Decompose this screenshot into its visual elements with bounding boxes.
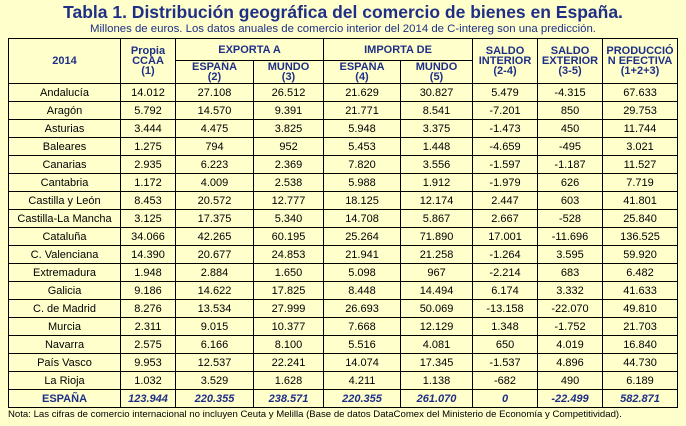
value-cell: -1.979	[473, 174, 538, 192]
value-cell: 123.944	[121, 390, 176, 408]
header-saldo-ext-l3: (3-5)	[558, 65, 582, 77]
value-cell: -682	[473, 372, 538, 390]
value-cell: 4.019	[538, 336, 603, 354]
value-cell: 9.015	[176, 318, 254, 336]
value-cell: 21.941	[324, 246, 401, 264]
header-exp-espana	[176, 61, 254, 84]
value-cell: 14.012	[121, 84, 176, 102]
value-cell: -1.264	[473, 246, 538, 264]
value-cell: 14.494	[401, 282, 473, 300]
value-cell: 4.475	[176, 120, 254, 138]
value-cell: 3.444	[121, 120, 176, 138]
value-cell: 1.448	[401, 138, 473, 156]
value-cell: -4.659	[473, 138, 538, 156]
value-cell: 238.571	[254, 390, 324, 408]
region-cell: Canarias	[9, 156, 121, 174]
value-cell: -1.473	[473, 120, 538, 138]
value-cell: 21.703	[603, 318, 678, 336]
value-cell: 683	[538, 264, 603, 282]
table-row	[9, 120, 678, 138]
table-row	[9, 246, 678, 264]
value-cell: 603	[538, 192, 603, 210]
region-cell: Andalucía	[9, 84, 121, 102]
region-cell: Castilla-La Mancha	[9, 210, 121, 228]
value-cell: 26.693	[324, 300, 401, 318]
header-imp-mundo-label: MUNDO	[415, 61, 458, 73]
value-cell: 1.348	[473, 318, 538, 336]
value-cell: 9.186	[121, 282, 176, 300]
table-row	[9, 102, 678, 120]
value-cell: 1.650	[254, 264, 324, 282]
value-cell: 626	[538, 174, 603, 192]
value-cell: 1.275	[121, 138, 176, 156]
region-cell: Navarra	[9, 336, 121, 354]
header-importa: IMPORTA DE	[324, 39, 473, 61]
value-cell: 2.311	[121, 318, 176, 336]
value-cell: 952	[254, 138, 324, 156]
table-row	[9, 174, 678, 192]
value-cell: 450	[538, 120, 603, 138]
header-imp-espana-label: ESPAÑA	[339, 61, 385, 73]
value-cell: 20.572	[176, 192, 254, 210]
table-row	[9, 138, 678, 156]
value-cell: 4.211	[324, 372, 401, 390]
table-body	[9, 84, 678, 408]
header-propia-l1: Propia	[130, 45, 166, 57]
value-cell: 3.556	[401, 156, 473, 174]
value-cell: 14.074	[324, 354, 401, 372]
header-saldo-int-l3: (2-4)	[493, 65, 517, 77]
table-note: Nota: Las cifras de comercio internacional no incluyen Ceuta y Melilla (Base de datos DataComex del Ministerio de Economía y Competitividad).	[8, 409, 622, 420]
table-subtitle: Millones de euros. Los datos anuales de comercio interior del 2014 de C-intereg son una predicción.	[90, 23, 596, 35]
table-row	[9, 300, 678, 318]
value-cell: 20.677	[176, 246, 254, 264]
table-row	[9, 264, 678, 282]
value-cell: 5.340	[254, 210, 324, 228]
value-cell: 2.935	[121, 156, 176, 174]
trade-table	[8, 38, 678, 408]
table-row	[9, 354, 678, 372]
header-saldo-ext-l2: EXTERIOR	[541, 55, 599, 67]
value-cell: 14.570	[176, 102, 254, 120]
value-cell: 11.744	[603, 120, 678, 138]
value-cell: 2.575	[121, 336, 176, 354]
value-cell: 21.258	[401, 246, 473, 264]
value-cell: 3.595	[538, 246, 603, 264]
value-cell: -4.315	[538, 84, 603, 102]
table-row	[9, 210, 678, 228]
value-cell: 25.840	[603, 210, 678, 228]
value-cell: 49.810	[603, 300, 678, 318]
value-cell: -495	[538, 138, 603, 156]
value-cell: 261.070	[401, 390, 473, 408]
value-cell: -1.752	[538, 318, 603, 336]
value-cell: 8.276	[121, 300, 176, 318]
value-cell: 8.541	[401, 102, 473, 120]
value-cell: 1.138	[401, 372, 473, 390]
value-cell: 582.871	[603, 390, 678, 408]
value-cell: 794	[176, 138, 254, 156]
region-cell: C. de Madrid	[9, 300, 121, 318]
value-cell: 7.820	[324, 156, 401, 174]
value-cell: -11.696	[538, 228, 603, 246]
value-cell: 24.853	[254, 246, 324, 264]
value-cell: 16.840	[603, 336, 678, 354]
value-cell: 5.792	[121, 102, 176, 120]
header-propia	[121, 39, 176, 84]
header-saldo-int-l1: SALDO	[485, 45, 525, 57]
region-cell: Cantabria	[9, 174, 121, 192]
value-cell: 30.827	[401, 84, 473, 102]
value-cell: 25.264	[324, 228, 401, 246]
value-cell: 17.345	[401, 354, 473, 372]
value-cell: 5.479	[473, 84, 538, 102]
header-imp-espana	[324, 61, 401, 84]
header-year: 2014	[9, 39, 121, 84]
value-cell: 12.174	[401, 192, 473, 210]
table-title: Tabla 1. Distribución geográfica del comercio de bienes en España.	[63, 2, 623, 22]
value-cell: 12.777	[254, 192, 324, 210]
value-cell: 5.453	[324, 138, 401, 156]
value-cell: 3.332	[538, 282, 603, 300]
table-row	[9, 228, 678, 246]
value-cell: 3.825	[254, 120, 324, 138]
value-cell: 2.447	[473, 192, 538, 210]
value-cell: 490	[538, 372, 603, 390]
value-cell: 59.920	[603, 246, 678, 264]
value-cell: 2.667	[473, 210, 538, 228]
value-cell: 10.377	[254, 318, 324, 336]
value-cell: -1.537	[473, 354, 538, 372]
table-row	[9, 192, 678, 210]
table-row	[9, 372, 678, 390]
header-exp-mundo-num: (3)	[281, 71, 296, 83]
value-cell: 850	[538, 102, 603, 120]
region-cell: Murcia	[9, 318, 121, 336]
value-cell: 17.825	[254, 282, 324, 300]
value-cell: 5.988	[324, 174, 401, 192]
value-cell: 17.001	[473, 228, 538, 246]
value-cell: 5.516	[324, 336, 401, 354]
value-cell: 67.633	[603, 84, 678, 102]
region-cell: Baleares	[9, 138, 121, 156]
table-row	[9, 318, 678, 336]
value-cell: 12.537	[176, 354, 254, 372]
value-cell: 5.867	[401, 210, 473, 228]
value-cell: 41.801	[603, 192, 678, 210]
header-exp-espana-label: ESPAÑA	[191, 61, 238, 73]
value-cell: 14.708	[324, 210, 401, 228]
value-cell: 29.753	[603, 102, 678, 120]
value-cell: 44.730	[603, 354, 678, 372]
value-cell: 4.009	[176, 174, 254, 192]
header-prod-l2: N EFECTIVA	[607, 55, 673, 67]
value-cell: 3.375	[401, 120, 473, 138]
value-cell: 9.391	[254, 102, 324, 120]
region-cell: Aragón	[9, 102, 121, 120]
value-cell: 2.369	[254, 156, 324, 174]
value-cell: 6.174	[473, 282, 538, 300]
value-cell: 21.629	[324, 84, 401, 102]
total-row	[9, 390, 678, 408]
value-cell: 14.390	[121, 246, 176, 264]
value-cell: 21.771	[324, 102, 401, 120]
header-imp-mundo	[401, 61, 473, 84]
region-cell: Asturias	[9, 120, 121, 138]
value-cell: 14.622	[176, 282, 254, 300]
value-cell: 1.628	[254, 372, 324, 390]
header-produccion	[603, 39, 678, 84]
value-cell: 12.129	[401, 318, 473, 336]
value-cell: 6.482	[603, 264, 678, 282]
header-saldo-int-l2: INTERIOR	[478, 55, 532, 67]
header-imp-espana-num: (4)	[355, 71, 369, 83]
value-cell: -2.214	[473, 264, 538, 282]
value-cell: 3.125	[121, 210, 176, 228]
value-cell: 136.525	[603, 228, 678, 246]
value-cell: 17.375	[176, 210, 254, 228]
value-cell: -13.158	[473, 300, 538, 318]
value-cell: 27.999	[254, 300, 324, 318]
value-cell: 1.172	[121, 174, 176, 192]
value-cell: 2.538	[254, 174, 324, 192]
value-cell: 3.021	[603, 138, 678, 156]
header-exporta: EXPORTA A	[176, 39, 324, 61]
header-saldo-interior	[473, 39, 538, 84]
header-saldo-ext-l1: SALDO	[550, 45, 590, 57]
value-cell: 6.189	[603, 372, 678, 390]
value-cell: 11.527	[603, 156, 678, 174]
table-row	[9, 336, 678, 354]
value-cell: 27.108	[176, 84, 254, 102]
value-cell: 7.719	[603, 174, 678, 192]
value-cell: 6.223	[176, 156, 254, 174]
value-cell: 220.355	[324, 390, 401, 408]
header-exp-espana-num: (2)	[207, 71, 222, 83]
header-saldo-exterior	[538, 39, 603, 84]
region-cell: ESPAÑA	[9, 390, 121, 408]
value-cell: -7.201	[473, 102, 538, 120]
region-cell: Galicia	[9, 282, 121, 300]
table-row	[9, 84, 678, 102]
region-cell: La Rioja	[9, 372, 121, 390]
region-cell: País Vasco	[9, 354, 121, 372]
header-exp-mundo-label: MUNDO	[267, 61, 310, 73]
value-cell: 1.032	[121, 372, 176, 390]
value-cell: 60.195	[254, 228, 324, 246]
header-imp-mundo-num: (5)	[429, 71, 444, 83]
table-row	[9, 156, 678, 174]
value-cell: 9.953	[121, 354, 176, 372]
value-cell: 34.066	[121, 228, 176, 246]
header-prod-l3: (1+2+3)	[620, 65, 660, 77]
value-cell: 3.529	[176, 372, 254, 390]
value-cell: 50.069	[401, 300, 473, 318]
value-cell: 22.241	[254, 354, 324, 372]
region-cell: Castilla y León	[9, 192, 121, 210]
value-cell: 18.125	[324, 192, 401, 210]
value-cell: 8.453	[121, 192, 176, 210]
value-cell: 2.884	[176, 264, 254, 282]
value-cell: -22.070	[538, 300, 603, 318]
value-cell: 5.098	[324, 264, 401, 282]
value-cell: 26.512	[254, 84, 324, 102]
value-cell: 0	[473, 390, 538, 408]
value-cell: 8.100	[254, 336, 324, 354]
header-prod-l1: PRODUCCIÓ	[606, 45, 674, 57]
region-cell: Extremadura	[9, 264, 121, 282]
value-cell: 6.166	[176, 336, 254, 354]
value-cell: 42.265	[176, 228, 254, 246]
value-cell: 650	[473, 336, 538, 354]
value-cell: -1.597	[473, 156, 538, 174]
value-cell: 8.448	[324, 282, 401, 300]
value-cell: -22.499	[538, 390, 603, 408]
region-cell: Cataluña	[9, 228, 121, 246]
value-cell: 5.948	[324, 120, 401, 138]
header-exp-mundo	[254, 61, 324, 84]
region-cell: C. Valenciana	[9, 246, 121, 264]
value-cell: 7.668	[324, 318, 401, 336]
value-cell: 220.355	[176, 390, 254, 408]
value-cell: 13.534	[176, 300, 254, 318]
value-cell: 4.896	[538, 354, 603, 372]
value-cell: -528	[538, 210, 603, 228]
value-cell: 967	[401, 264, 473, 282]
value-cell: 4.081	[401, 336, 473, 354]
value-cell: 41.633	[603, 282, 678, 300]
header-propia-l2: CCAA	[132, 55, 164, 67]
table-row	[9, 282, 678, 300]
value-cell: -1.187	[538, 156, 603, 174]
value-cell: 1.912	[401, 174, 473, 192]
value-cell: 71.890	[401, 228, 473, 246]
value-cell: 1.948	[121, 264, 176, 282]
header-propia-l3: (1)	[141, 65, 155, 77]
